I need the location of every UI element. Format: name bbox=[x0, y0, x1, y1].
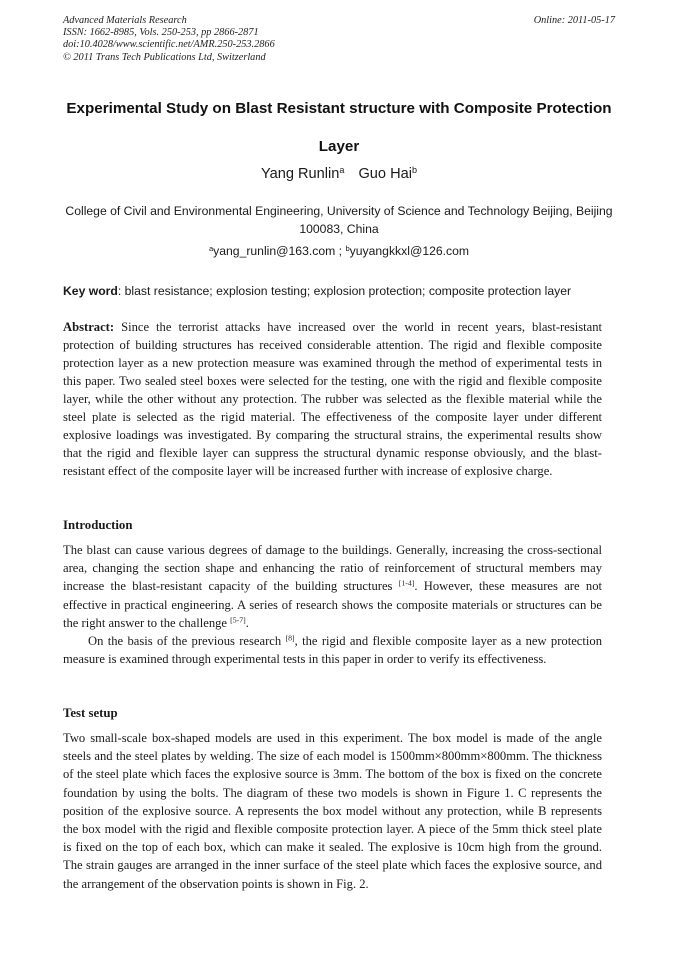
text-run: . bbox=[245, 615, 249, 630]
email-sup: b bbox=[345, 243, 350, 253]
author-affil-sup: b bbox=[411, 165, 418, 176]
introduction-paragraph bbox=[63, 541, 602, 632]
text-run: On the basis of the previous research bbox=[88, 634, 286, 648]
introduction-paragraph bbox=[63, 632, 602, 668]
text-run: . However, these measures are not effective in practical engineering. A series of research shows the composite materials or structures can be the right answer to the challenge bbox=[63, 579, 602, 630]
abstract-text: Since the terrorist attacks have increased over the world in recent years, blast-resistant protection of building structures has received considerable attention. The rigid and flexible composite protection layer as a new protection measure was examined through the method of experimental tests in this paper. Two sealed steel boxes were selected for the testing, one with the rigid and flexible composite layer, while the other without any protection. The rubber was selected as the flexible material while the steel plate is selected as the rigid material. The effectiveness of the composite layer under different explosive loadings was investigated. By comparing the structural strains, the experimental results show that the rigid and flexible layer can suppress the structural dynamic response obviously, and the blast-resistant effect of the composite layer will be increased further with increase of explosive charge. bbox=[63, 320, 602, 478]
test-setup-paragraph: Two small-scale box-shaped models are used in this experiment. The box model is made of the angle steels and the steel plates by welding. The size of each model is 1500mm×800mm×800mm. The thickness of the steel plate which faces the explosive source is 3mm. The bottom of the box is fixed on the concrete foundation by using the bolts. The diagram of these two models is shown in Figure 1. C represents the position of the explosive source. A represents the box model without any protection, while B represents the box model with the rigid and flexible composite protection layer. A piece of the 5mm thick steel plate is fixed on the top of each box, which can make it sealed. The explosive is 10cm high from the ground. The strain gauges are arranged in the inner surface of the steel plate which faces the explosive source, and the arrangement of the observation points is shown in Fig. 2. bbox=[63, 731, 602, 891]
copyright-line: © 2011 Trans Tech Publications Ltd, Switzerland bbox=[63, 51, 266, 63]
keywords-label: Key word bbox=[63, 284, 118, 298]
author-name: Guo Hai bbox=[358, 166, 412, 182]
paper-title: Experimental Study on Blast Resistant structure with Composite Protection Layer bbox=[66, 100, 612, 155]
email-sup: a bbox=[208, 243, 214, 253]
citation: [8] bbox=[285, 633, 295, 643]
text-run: , the rigid and flexible composite layer as a new protection measure is examined through experimental tests in this paper in order to verify its effectiveness. bbox=[63, 634, 602, 667]
author-emails bbox=[63, 244, 615, 258]
email-link[interactable]: yuyangkkxl@126.com bbox=[349, 244, 470, 258]
keywords-text: : blast resistance; explosion testing; explosion protection; composite protection layer bbox=[117, 284, 572, 298]
section-heading-test-setup: Test setup bbox=[63, 706, 118, 720]
email-separator: ; bbox=[335, 244, 346, 258]
citation: [1-4] bbox=[398, 579, 415, 589]
journal-name: Advanced Materials Research bbox=[63, 15, 187, 26]
issn-line: ISSN: 1662-8985, Vols. 250-253, pp 2866-2871 bbox=[63, 27, 259, 39]
author-list bbox=[63, 166, 615, 182]
keywords bbox=[63, 284, 615, 298]
journal-header bbox=[63, 15, 615, 64]
online-date: Online: 2011-05-17 bbox=[533, 15, 615, 26]
abstract bbox=[63, 318, 602, 480]
affiliation: College of Civil and Environmental Engineering, University of Science and Technology Beijing, Beijing 100083, China bbox=[65, 204, 613, 236]
abstract-label: Abstract: bbox=[63, 320, 115, 334]
citation: [5-7] bbox=[230, 615, 246, 625]
text-run: The blast can cause various degrees of damage to the buildings. Generally, increasing the cross-sectional area, changing the section shape and enhancing the ratio of reinforcement of structural members may increase the blast-resistant capacity of the building structures bbox=[63, 543, 602, 594]
doi-line: doi:10.4028/www.scientific.net/AMR.250-253.2866 bbox=[63, 39, 275, 51]
author-affil-sup: a bbox=[339, 165, 345, 176]
author-name: Yang Runlin bbox=[260, 166, 340, 182]
email-link[interactable]: yang_runlin@163.com bbox=[213, 244, 336, 258]
section-heading-introduction: Introduction bbox=[63, 518, 133, 532]
